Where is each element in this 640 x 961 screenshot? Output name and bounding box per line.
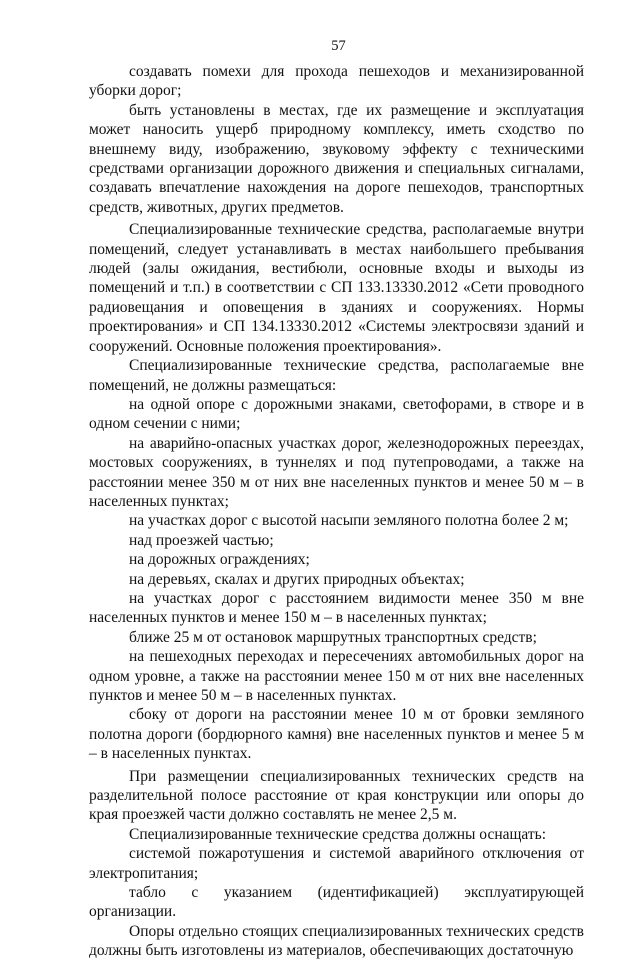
paragraph: на участках дорог с расстоянием видимости менее 350 м вне населенных пунктов и менее 150 м – в населенных пунктах; <box>89 589 584 627</box>
paragraph: системой пожаротушения и системой аварийного отключения от электропитания; <box>89 845 584 882</box>
paragraph: над проезжей частью; <box>129 531 274 549</box>
paragraph: на пешеходных переходах и пересечениях автомобильных дорог на одном уровне, а также на расстоянии менее 150 м от них вне населенных пунктов и менее 50 м – в населенных пунктах. <box>89 648 584 704</box>
paragraph: сбоку от дороги на расстоянии менее 10 м от бровки земляного полотна дороги (бордюрного камня) вне населенных пунктов и менее 5 м – в населенных пунктах. <box>89 706 584 763</box>
paragraph: Опоры отдельно стоящих специализированных технических средств должны быть изготовлены из материалов, обеспечивающих достаточную <box>89 922 584 960</box>
paragraph: Специализированные технические средства, располагаемые вне помещений, не должны размещаться: <box>89 357 584 394</box>
document-body <box>89 62 584 961</box>
paragraph: табло с указанием (идентификацией) эксплуатирующей организации. <box>89 884 584 921</box>
paragraph: на дорожных ограждениях; <box>129 551 310 569</box>
paragraph: на одной опоре с дорожными знаками, светофорами, в створе и в одном сечении с ними; <box>89 395 584 433</box>
paragraph: ближе 25 м от остановок маршрутных транспортных средств; <box>129 628 537 646</box>
paragraph: быть установлены в местах, где их размещение и эксплуатация может наносить ущерб природному комплексу, иметь сходство по внешнему виду, изображению, звуковому эффекту с техническими средствами организации дорожного движения и специальных сигналами, создавать впечатление нахождения на дороге пешеходов, транспортных средств, животных, других предметов. <box>89 101 584 216</box>
paragraph: При размещении специализированных технических средств на разделительной полосе расстояние от края конструкции или опоры до края проезжей части должно составлять не менее 2,5 м. <box>89 767 584 824</box>
paragraph: Специализированные технические средства, располагаемые внутри помещений, следует устанавливать в местах наибольшего пребывания людей (залы ожидания, вестибюли, основные входы и выходы из помещений и т.п.) в соответствии с СП 133.13330.2012 «Сети проводного радиовещания и оповещения в зданиях и сооружениях. Нормы проектирования» и СП 134.13330.2012 «Системы электросвязи зданий и сооружений. Основные положения проектирования». <box>89 221 584 355</box>
paragraph: на деревьях, скалах и других природных объектах; <box>129 570 465 588</box>
paragraph: создавать помехи для прохода пешеходов и механизированной уборки дорог; <box>89 63 584 100</box>
paragraph: на аварийно-опасных участках дорог, железнодорожных переездах, мостовых сооружениях, в туннелях и под путепроводами, а также на расстоянии менее 350 м от них вне населенных пунктов и менее 50 м – в населенных пунктах; <box>89 434 584 510</box>
page-number: 57 <box>331 38 346 54</box>
paragraph: Специализированные технические средства должны оснащать: <box>129 825 547 843</box>
paragraph: на участках дорог с высотой насыпи земляного полотна более 2 м; <box>129 512 569 530</box>
